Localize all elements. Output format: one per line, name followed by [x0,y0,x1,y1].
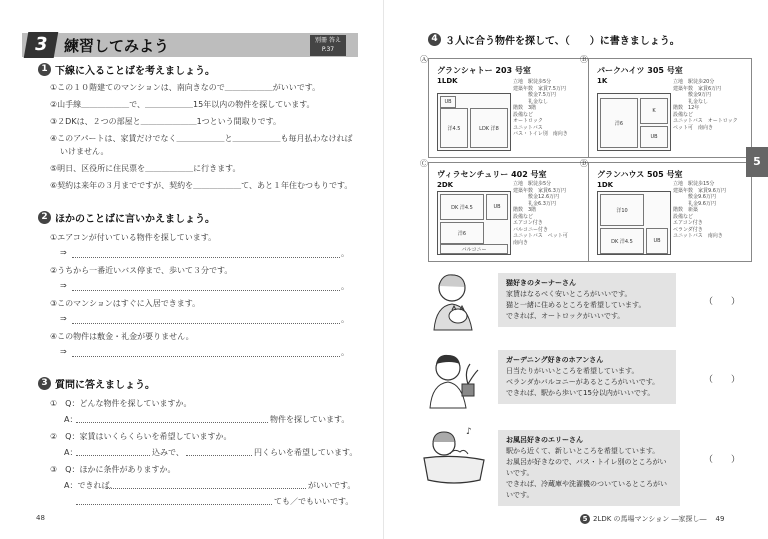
property-c-layout: 2DK [437,181,454,189]
s1-item-4-cont: いけません。 [60,147,109,156]
room-b-1: 洋6 [600,98,638,148]
s1-item-6: ⑥契約は来年の３月までですが、契約を＿＿＿＿＿＿て、あと１年住むつもりです。 [50,181,353,190]
detail: 設備など [513,213,534,220]
turner-line-2: 猫と一緒に住めるところを希望しています。 [506,301,646,309]
svg-text:♪: ♪ [466,427,472,437]
detail: 立地 駅徒歩20分 [673,79,715,85]
hoang-title: ガーデニング好きのホアンさん [506,356,604,364]
property-card-b[interactable] [588,58,752,158]
detail: 礼金6.3万円 [513,200,556,207]
room-d-2: DK 洋4.5 [600,228,644,254]
detail: 立地 駅徒歩15分 [673,181,715,187]
s3-answer-label-3: A：できれば、 [64,481,118,490]
section4-title: ３人に合う物件を探して、（ ）に書きましょう。 [445,36,680,47]
property-a-details [513,79,568,138]
s3-answer-line2-3: ても／でもいいです。 [274,497,354,506]
detail: 敷金12.6万円 [513,194,560,200]
detail: エアコン付き [513,220,543,226]
section3-number: 3 [38,377,51,390]
property-card-c[interactable] [428,162,592,262]
right-footer [580,514,724,524]
s2-end-3: 。 [341,315,349,324]
floorplan-a [437,93,511,151]
detail: 敷金9.6万円 [673,194,716,200]
property-c-name: ヴィラセンチュリー 402 号室 [437,170,547,179]
s3-question-1: ① Q：どんな物件を探していますか。 [50,399,192,408]
section1-heading [38,62,215,77]
person-ellie-illustration [420,424,488,490]
s3-answer-line-3b[interactable] [76,504,272,505]
s1-item-4: ④このアパートは、家賃だけでなく＿＿＿＿＿＿と＿＿＿＿＿＿も毎月払わなければ [50,134,353,143]
chapter-tab[interactable]: 5 [746,147,768,177]
s3-answer-line-1[interactable] [76,422,268,423]
property-c-mark: Ⓒ [420,159,428,168]
section2-heading [38,210,215,225]
detail: 建築年数 家賃9.6万円 [673,187,726,194]
s3-answer-suffix-2: 円くらいを希望しています。 [254,448,358,457]
s2-item-3: ③このマンションはすぐに入居できます。 [50,299,201,308]
right-page-number: 49 [715,515,725,523]
room-c-1: DK 洋4.5 [440,194,484,220]
room-d-3: UB [646,228,668,254]
ellie-line-2: お風呂が好きなので、バス・トイレ別のところがいいです。 [506,458,667,477]
chapter-number: 3 [24,32,59,58]
footer-title: 2LDK の馬場マンション ―家探し― [593,515,707,523]
section2-number: 2 [38,211,51,224]
detail: ユニットバス [513,124,543,131]
s1-item-2: ②山手線＿＿＿＿＿＿で、＿＿＿＿＿＿15年以内の物件を探しています。 [50,100,315,109]
detail: ユニットバス オートロック [673,118,738,124]
detail: 敷金9万円 [673,92,712,98]
detail: 設備など [673,111,694,118]
detail: オートロック [513,118,543,124]
s1-item-3: ③２DKは、２つの部屋と＿＿＿＿＿＿＿1つという間取りです。 [50,117,282,126]
person-turner-illustration [426,270,482,332]
property-d-details [673,181,726,240]
property-b-mark: Ⓑ [580,55,588,64]
room-b-3: UB [640,126,668,148]
property-b-name: パークハイツ 305 号室 [597,66,683,75]
property-card-a[interactable] [428,58,592,158]
room-a-1: 洋4.5 [440,108,468,148]
right-page [384,0,768,539]
s2-answer-line-3[interactable] [72,323,340,324]
detail: 設備など [673,213,694,220]
detail: 立地 駅徒歩5分 [513,181,552,187]
floorplan-b [597,93,671,151]
s2-arrow-4: ⇒ [60,347,67,356]
s1-item-5: ⑤明日、区役所に住民票を＿＿＿＿＿＿に行きます。 [50,164,241,173]
s2-answer-line-4[interactable] [72,356,340,357]
s2-arrow-2: ⇒ [60,281,67,290]
floorplan-c [437,191,511,255]
s3-answer-suffix-1: 物件を探しています。 [270,415,350,424]
s3-answer-label-1: A： [64,415,78,424]
s2-end-1: 。 [341,249,349,258]
room-a-3: UB [440,96,456,108]
s2-item-4: ④この物件は敷金・礼金が要りません。 [50,332,194,341]
s3-answer-line-2a[interactable] [76,455,150,456]
detail: 階数 新築 [673,207,699,213]
detail: ユニットバス ペット可 [513,233,568,239]
answer-bracket-ellie[interactable]: （ ） [704,455,741,465]
section1-title: 下線に入ることばを考えましょう。 [55,66,215,77]
detail: 階数 3階 [513,207,537,213]
s1-item-1: ①この１０階建てのマンションは、南向きなので＿＿＿＿＿＿がいいです。 [50,83,321,92]
room-c-2: 洋6 [440,222,484,244]
speech-ellie [498,430,680,506]
turner-line-1: 家賃はなるべく安いところがいいです。 [506,290,632,298]
s3-question-3: ③ Q：ほかに条件がありますか。 [50,465,176,474]
answer-reference: 別冊 答え P.37 [310,35,346,56]
property-a-layout: 1LDK [437,77,458,85]
section4-heading [428,32,680,47]
detail: ペット可 南向き [673,124,714,131]
property-d-name: グランハウス 505 号室 [597,170,683,179]
section2-title: ほかのことばに言いかえましょう。 [55,214,215,225]
answer-bracket-hoang[interactable]: （ ） [704,375,741,385]
s3-answer-label-2: A： [64,448,78,457]
property-b-details [673,79,738,131]
s2-answer-line-2[interactable] [72,290,340,291]
hoang-line-1: 日当たりがいいところを希望しています。 [506,367,639,375]
detail: 階数 3階 [513,105,537,111]
property-d-layout: 1DK [597,181,614,189]
detail: 礼金なし [673,98,709,105]
s3-question-2: ② Q：家賃はいくらくらいを希望していますか。 [50,432,232,441]
property-a-mark: Ⓐ [420,55,428,64]
s2-answer-line-1[interactable] [72,257,340,258]
ellie-title: お風呂好きのエリーさん [506,436,583,444]
detail: 南向き [513,239,529,246]
detail: 礼金なし [513,98,549,105]
person-hoang-illustration [426,350,482,410]
detail: ユニットバス 南向き [673,233,723,239]
left-page-number: 48 [36,514,45,522]
s2-item-2: ②うちから一番近いバス停まで、歩いて３分です。 [50,266,233,275]
answer-bracket-turner[interactable]: （ ） [704,297,741,307]
hoang-line-2: ベランダかバルコニーがあるところがいいです。 [506,378,660,386]
section3-title: 質問に答えましょう。 [55,380,155,391]
detail: 建築年数 家賃6万円 [673,85,722,92]
room-a-2: LDK 洋8 [470,108,508,148]
s3-answer-mid-2: 込みで、 [152,448,184,457]
s2-end-2: 。 [341,282,349,291]
s2-end-4: 。 [341,348,349,357]
section1-number: 1 [38,63,51,76]
detail: バルコニー付き [513,226,549,233]
property-d-mark: Ⓓ [580,159,588,168]
room-c-4: バルコニー [440,244,508,254]
s2-arrow-1: ⇒ [60,248,67,257]
property-a-name: グランシャトー 203 号室 [437,66,531,75]
s2-arrow-3: ⇒ [60,314,67,323]
speech-turner [498,273,676,327]
detail: 建築年数 家賃7.5万円 [513,85,566,92]
detail: 階数 12年 [673,105,700,111]
detail: エアコン付き [673,220,703,226]
room-d-1: 洋10 [600,194,644,226]
property-b-layout: 1K [597,77,608,85]
s3-answer-line-2b[interactable] [186,455,252,456]
property-c-details [513,181,568,246]
detail: 敷金7.5万円 [513,92,556,98]
detail: ベランダ付き [673,226,703,233]
s3-answer-suffix-3: がいいです。 [308,481,356,490]
speech-hoang [498,350,676,404]
s2-item-1: ①エアコンが付いている物件を探しています。 [50,233,217,242]
ellie-line-1: 駅から近くて、新しいところを希望しています。 [506,447,660,455]
detail: バス・トイレ別 南向き [513,131,568,137]
detail: 礼金9.6万円 [673,200,716,207]
detail: 建築年数 家賃6.3万円 [513,187,566,194]
detail: 立地 駅徒歩5分 [513,79,552,85]
room-c-3: UB [486,194,508,220]
detail: 設備など [513,111,534,118]
property-card-d[interactable] [588,162,752,262]
section3-heading [38,376,155,391]
chapter-title: 練習してみよう [64,37,170,55]
section4-number: 4 [428,33,441,46]
s3-answer-line-3a[interactable] [106,488,306,489]
footer-unit: 5 [580,514,590,524]
ellie-line-3: できれば、冷蔵庫や洗濯機のついているところがいいです。 [506,480,667,499]
room-b-2: K [640,98,668,124]
turner-line-3: できれば、オートロックがいいです。 [506,312,625,320]
turner-title: 猫好きのターナーさん [506,279,576,287]
floorplan-d [597,191,671,255]
hoang-line-3: できれば、駅から歩いて15分以内がいいです。 [506,389,655,397]
